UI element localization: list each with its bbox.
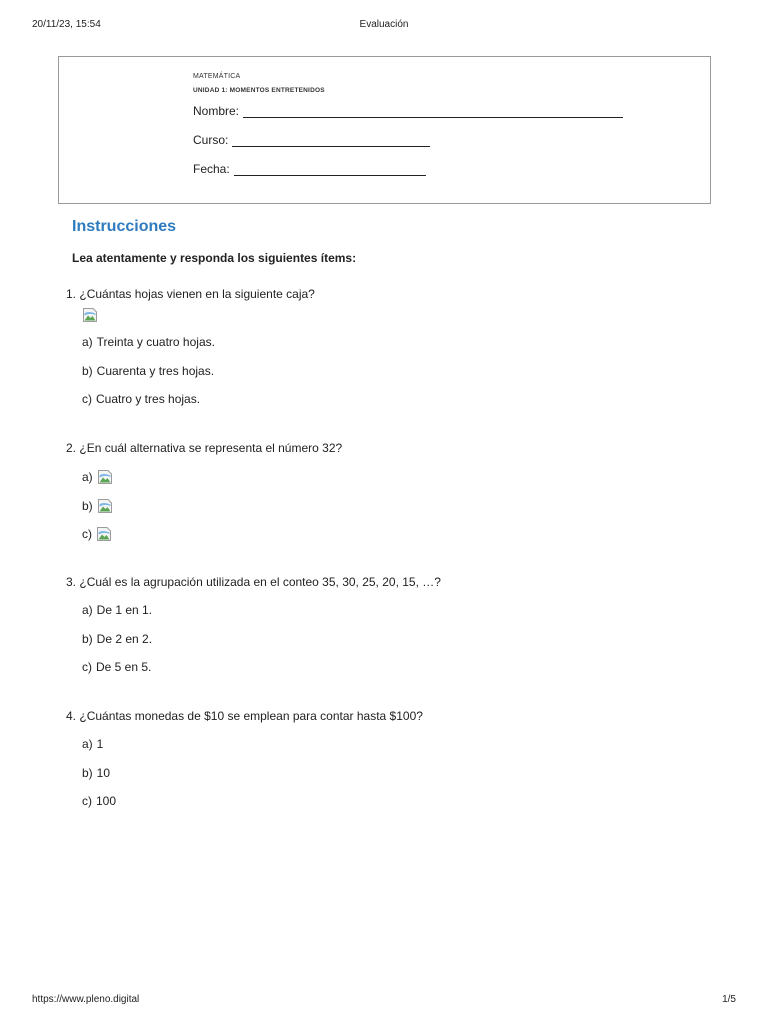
option-letter: b) [82,364,93,378]
print-title: Evaluación [359,19,409,30]
option-text: De 1 en 1. [96,603,153,617]
option-letter: c) [82,392,92,406]
option-letter: a) [82,470,93,484]
option-letter: b) [82,632,93,646]
question-number: 2. [66,441,77,455]
option-text: 1 [96,737,104,751]
fecha-field [193,160,623,176]
option-text: 10 [96,766,111,780]
nombre-label: Nombre: [193,104,240,118]
question-3 [66,575,441,589]
question-text: ¿En cuál alternativa se representa el número 32? [79,441,343,455]
q1-option-a [82,335,215,349]
question-text: ¿Cuántas monedas de $10 se emplean para contar hasta $100? [79,709,423,723]
broken-image-icon [97,469,113,485]
unit-label: UNIDAD 1: MOMENTOS ENTRETENIDOS [193,87,325,94]
print-datetime: 20/11/23, 15:54 [32,19,101,30]
option-letter: a) [82,603,93,617]
question-text: ¿Cuál es la agrupación utilizada en el conteo 35, 30, 25, 20, 15, …? [79,575,441,589]
q3-option-b [82,632,152,646]
option-text: Cuarenta y tres hojas. [96,364,215,378]
q4-option-a [82,737,103,751]
q3-option-a [82,603,152,617]
fecha-label: Fecha: [193,162,230,176]
question-text: ¿Cuántas hojas vienen en la siguiente caja? [79,287,315,301]
q2-option-a [82,469,113,485]
broken-image-icon [96,526,112,542]
question-4 [66,709,423,723]
q2-option-b [82,498,113,514]
question-2 [66,441,342,455]
instructions-text: Lea atentamente y responda los siguientes ítems: [72,251,357,265]
print-url: https://www.pleno.digital [32,994,140,1005]
option-letter: a) [82,335,93,349]
option-text: 100 [96,794,117,808]
option-text: De 5 en 5. [96,660,152,674]
q2-option-c [82,526,112,542]
question-number: 4. [66,709,77,723]
fecha-line [234,164,426,176]
option-text: Cuatro y tres hojas. [96,392,201,406]
option-text: De 2 en 2. [96,632,153,646]
question-number: 3. [66,575,77,589]
subject-label: MATEMÁTICA [193,73,241,80]
nombre-field [193,102,623,118]
question-number: 1. [66,287,77,301]
q4-option-c [82,794,116,808]
nombre-line [243,106,623,118]
q1-option-c [82,392,200,406]
curso-line [232,135,430,147]
question-1 [66,287,315,301]
print-page-number: 1/5 [722,994,736,1005]
option-letter: b) [82,499,93,513]
broken-image-icon [82,307,98,323]
broken-image-icon [97,498,113,514]
option-text: Treinta y cuatro hojas. [96,335,215,349]
worksheet-header-box [58,56,711,204]
q3-option-c [82,660,151,674]
curso-label: Curso: [193,133,229,147]
instructions-title: Instrucciones [72,218,177,235]
option-letter: a) [82,737,93,751]
option-letter: c) [82,794,92,808]
option-letter: b) [82,766,93,780]
option-letter: c) [82,527,92,541]
q1-option-b [82,364,214,378]
curso-field [193,131,623,147]
worksheet-header-content [193,73,623,176]
q4-option-b [82,766,110,780]
option-letter: c) [82,660,92,674]
